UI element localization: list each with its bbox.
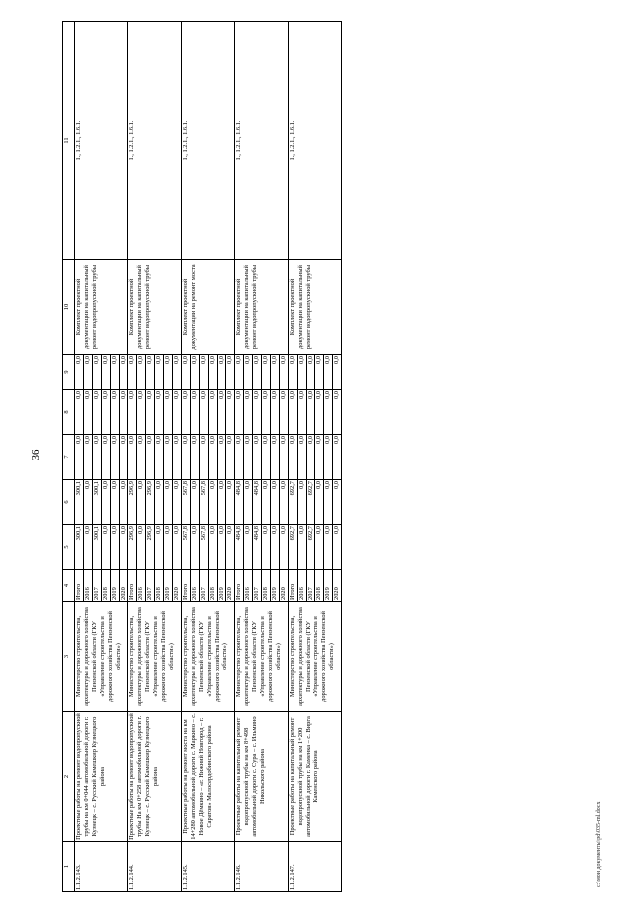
value-cell: 0,0 xyxy=(208,390,217,435)
value-cell: 0,0 xyxy=(297,355,306,390)
value-cell: 692,7 xyxy=(288,480,297,525)
value-cell: 0,0 xyxy=(75,435,84,480)
value-cell: 692,7 xyxy=(306,525,315,570)
value-cell: 0,0 xyxy=(279,390,288,435)
value-cell: 0,0 xyxy=(137,355,146,390)
col-header: 10 xyxy=(63,260,75,355)
value-cell: 0,0 xyxy=(119,525,128,570)
year-cell: 2018 xyxy=(315,570,324,602)
value-cell: 0,0 xyxy=(297,525,306,570)
value-cell: 0,0 xyxy=(110,435,119,480)
value-cell: 0,0 xyxy=(110,390,119,435)
value-cell: 0,0 xyxy=(324,480,333,525)
value-cell: 0,0 xyxy=(137,435,146,480)
year-cell: 2019 xyxy=(164,570,173,602)
value-cell: 0,0 xyxy=(110,480,119,525)
year-cell: 2017 xyxy=(146,570,155,602)
value-cell: 0,0 xyxy=(172,435,181,480)
year-cell: 2017 xyxy=(92,570,101,602)
col-header: 3 xyxy=(63,602,75,712)
value-cell: 0,0 xyxy=(208,435,217,480)
value-cell: 0,0 xyxy=(101,525,110,570)
col-header: 5 xyxy=(63,525,75,570)
value-cell: 300,1 xyxy=(92,480,101,525)
executor-cell: Министерство строительства, архитектуры и дорожного хозяйства Пензенской области (ГКУ «Управление строительства и дорожного хозяйства Пензенской области») xyxy=(128,602,181,712)
year-cell: 2016 xyxy=(297,570,306,602)
value-cell: 0,0 xyxy=(146,435,155,480)
year-cell: 2019 xyxy=(270,570,279,602)
value-cell: 0,0 xyxy=(262,390,271,435)
value-cell: 0,0 xyxy=(315,525,324,570)
value-cell: 0,0 xyxy=(128,355,137,390)
value-cell: 0,0 xyxy=(235,435,244,480)
year-cell: 2018 xyxy=(262,570,271,602)
value-cell: 0,0 xyxy=(83,390,92,435)
table-row xyxy=(128,22,137,892)
col-header: 6 xyxy=(63,480,75,525)
value-cell: 0,0 xyxy=(155,355,164,390)
value-cell: 0,0 xyxy=(279,480,288,525)
year-cell: 2018 xyxy=(208,570,217,602)
value-cell: 0,0 xyxy=(172,390,181,435)
value-cell: 0,0 xyxy=(306,435,315,480)
table-row xyxy=(288,22,297,892)
col-header: 11 xyxy=(63,22,75,260)
value-cell: 0,0 xyxy=(92,390,101,435)
year-cell: 2018 xyxy=(101,570,110,602)
value-cell: 0,0 xyxy=(324,390,333,435)
value-cell: 0,0 xyxy=(199,390,208,435)
value-cell: 0,0 xyxy=(172,355,181,390)
value-cell: 0,0 xyxy=(235,355,244,390)
value-cell: 0,0 xyxy=(119,435,128,480)
value-cell: 484,8 xyxy=(235,480,244,525)
value-cell: 0,0 xyxy=(226,480,235,525)
year-cell: 2016 xyxy=(244,570,253,602)
value-cell: 0,0 xyxy=(262,355,271,390)
value-cell: 0,0 xyxy=(217,355,226,390)
value-cell: 0,0 xyxy=(324,525,333,570)
value-cell: 0,0 xyxy=(244,355,253,390)
value-cell: 0,0 xyxy=(253,390,262,435)
value-cell: 0,0 xyxy=(217,435,226,480)
value-cell: 300,1 xyxy=(75,525,84,570)
value-cell: 0,0 xyxy=(244,435,253,480)
year-cell: Итого xyxy=(181,570,190,602)
indicator-ref-cell: 1., 1.2.1., 1.6.1. xyxy=(288,22,341,260)
value-cell: 0,0 xyxy=(297,480,306,525)
value-cell: 0,0 xyxy=(172,480,181,525)
value-cell: 0,0 xyxy=(92,435,101,480)
value-cell: 0,0 xyxy=(226,525,235,570)
activity-name-cell: Проектные работы на капитальный ремонт водопропускной трубы на км 1+200 автомобильной дороги г. Каменка – с. Вирга Каменского района xyxy=(288,712,341,842)
file-path-footer: c:\мои документы\pd\035-ml.docx xyxy=(596,801,602,887)
value-cell: 0,0 xyxy=(101,480,110,525)
row-number-cell: 1.1.2.143. xyxy=(75,842,128,892)
value-cell: 0,0 xyxy=(83,355,92,390)
col-header: 2 xyxy=(63,712,75,842)
value-cell: 0,0 xyxy=(244,390,253,435)
year-cell: Итого xyxy=(288,570,297,602)
value-cell: 0,0 xyxy=(155,525,164,570)
col-header: 7 xyxy=(63,435,75,480)
value-cell: 0,0 xyxy=(306,355,315,390)
value-cell: 0,0 xyxy=(315,480,324,525)
expected-result-cell: Комплект проектной документации на капитальный ремонт водопропускной трубы xyxy=(75,260,128,355)
value-cell: 0,0 xyxy=(181,390,190,435)
expected-result-cell: Комплект проектной документации на капитальный ремонт водопропускной трубы xyxy=(128,260,181,355)
value-cell: 296,9 xyxy=(128,480,137,525)
value-cell: 0,0 xyxy=(306,390,315,435)
value-cell: 0,0 xyxy=(137,390,146,435)
activity-name-cell: Проектные работы на капитальный ремонт водопропускной трубы на км 8+498 автомобильной дороги с. Сура – с. Ильмино Никольского района xyxy=(235,712,288,842)
value-cell: 0,0 xyxy=(333,355,342,390)
value-cell: 0,0 xyxy=(288,435,297,480)
value-cell: 0,0 xyxy=(128,390,137,435)
value-cell: 0,0 xyxy=(208,525,217,570)
value-cell: 0,0 xyxy=(262,525,271,570)
year-cell: 2019 xyxy=(110,570,119,602)
value-cell: 0,0 xyxy=(190,355,199,390)
value-cell: 0,0 xyxy=(235,390,244,435)
value-cell: 0,0 xyxy=(315,390,324,435)
executor-cell: Министерство строительства, архитектуры и дорожного хозяйства Пензенской области (ГКУ «Управление строительства и дорожного хозяйства Пензенской области») xyxy=(181,602,234,712)
year-cell: Итого xyxy=(235,570,244,602)
value-cell: 0,0 xyxy=(119,480,128,525)
value-cell: 0,0 xyxy=(181,355,190,390)
row-number-cell: 1.1.2.144. xyxy=(128,842,181,892)
value-cell: 0,0 xyxy=(164,525,173,570)
value-cell: 0,0 xyxy=(226,435,235,480)
value-cell: 0,0 xyxy=(217,525,226,570)
year-cell: 2016 xyxy=(190,570,199,602)
value-cell: 0,0 xyxy=(164,435,173,480)
value-cell: 0,0 xyxy=(279,435,288,480)
page-number: 36 xyxy=(30,449,42,461)
year-cell: 2016 xyxy=(83,570,92,602)
value-cell: 0,0 xyxy=(288,390,297,435)
value-cell: 0,0 xyxy=(101,390,110,435)
value-cell: 0,0 xyxy=(155,435,164,480)
value-cell: 484,8 xyxy=(253,525,262,570)
value-cell: 692,7 xyxy=(306,480,315,525)
value-cell: 0,0 xyxy=(137,480,146,525)
value-cell: 0,0 xyxy=(217,390,226,435)
col-header: 4 xyxy=(63,570,75,602)
activity-name-cell: Проектные работы на ремонт водопропускной трубы На км 0+258 автомобильной дороги г. Кузнецк – с. Русский Камешкир Кузнецкого района xyxy=(128,712,181,842)
value-cell: 0,0 xyxy=(190,435,199,480)
value-cell: 0,0 xyxy=(119,355,128,390)
value-cell: 296,9 xyxy=(128,525,137,570)
value-cell: 0,0 xyxy=(110,525,119,570)
value-cell: 0,0 xyxy=(324,355,333,390)
indicator-ref-cell: 1., 1.2.1., 1.6.1. xyxy=(235,22,288,260)
value-cell: 0,0 xyxy=(253,355,262,390)
year-cell: Итого xyxy=(128,570,137,602)
value-cell: 0,0 xyxy=(226,390,235,435)
col-header: 1 xyxy=(63,842,75,892)
year-cell: Итого xyxy=(75,570,84,602)
value-cell: 0,0 xyxy=(101,435,110,480)
value-cell: 0,0 xyxy=(297,435,306,480)
value-cell: 567,8 xyxy=(181,525,190,570)
value-cell: 0,0 xyxy=(75,390,84,435)
year-cell: 2020 xyxy=(279,570,288,602)
table-row xyxy=(75,22,84,892)
value-cell: 0,0 xyxy=(270,390,279,435)
value-cell: 484,8 xyxy=(235,525,244,570)
value-cell: 0,0 xyxy=(333,435,342,480)
value-cell: 0,0 xyxy=(270,480,279,525)
program-activities-table xyxy=(62,21,342,892)
value-cell: 0,0 xyxy=(101,355,110,390)
year-cell: 2020 xyxy=(172,570,181,602)
row-number-cell: 1.1.2.147. xyxy=(288,842,341,892)
value-cell: 0,0 xyxy=(164,480,173,525)
executor-cell: Министерство строительства, архитектуры и дорожного хозяйства Пензенской области (ГКУ «Управление строительства и дорожного хозяйства Пензенской области») xyxy=(288,602,341,712)
indicator-ref-cell: 1., 1.2.1., 1.6.1. xyxy=(75,22,128,260)
col-header: 8 xyxy=(63,390,75,435)
value-cell: 0,0 xyxy=(208,355,217,390)
value-cell: 0,0 xyxy=(324,435,333,480)
year-cell: 2018 xyxy=(155,570,164,602)
value-cell: 0,0 xyxy=(146,355,155,390)
value-cell: 0,0 xyxy=(199,435,208,480)
indicator-ref-cell: 1., 1.2.1., 1.6.1. xyxy=(181,22,234,260)
value-cell: 0,0 xyxy=(83,525,92,570)
year-cell: 2016 xyxy=(137,570,146,602)
executor-cell: Министерство строительства, архитектуры и дорожного хозяйства Пензенской области (ГКУ «Управление строительства и дорожного хозяйства Пензенской области») xyxy=(75,602,128,712)
table-body xyxy=(75,22,342,892)
value-cell: 0,0 xyxy=(279,525,288,570)
year-cell: 2020 xyxy=(119,570,128,602)
value-cell: 300,1 xyxy=(92,525,101,570)
value-cell: 0,0 xyxy=(217,480,226,525)
table-row xyxy=(235,22,244,892)
expected-result-cell: Комплект проектной документации на ремонт моста xyxy=(181,260,234,355)
year-cell: 2017 xyxy=(306,570,315,602)
value-cell: 0,0 xyxy=(270,435,279,480)
value-cell: 0,0 xyxy=(172,525,181,570)
value-cell: 0,0 xyxy=(190,525,199,570)
value-cell: 0,0 xyxy=(83,435,92,480)
value-cell: 0,0 xyxy=(315,435,324,480)
value-cell: 0,0 xyxy=(92,355,101,390)
year-cell: 2020 xyxy=(226,570,235,602)
table-row xyxy=(181,22,190,892)
year-cell: 2019 xyxy=(324,570,333,602)
year-cell: 2020 xyxy=(333,570,342,602)
value-cell: 0,0 xyxy=(110,355,119,390)
value-cell: 0,0 xyxy=(137,525,146,570)
value-cell: 567,8 xyxy=(199,525,208,570)
value-cell: 0,0 xyxy=(262,435,271,480)
header-row xyxy=(63,22,75,892)
value-cell: 0,0 xyxy=(146,390,155,435)
value-cell: 0,0 xyxy=(226,355,235,390)
year-cell: 2019 xyxy=(217,570,226,602)
value-cell: 0,0 xyxy=(164,355,173,390)
activity-name-cell: Проектные работы на ремонт водопропускной трубы на км 0+044 автомобильной дороги г. Кузнецк – с. Русский Камешкир Кузнецкого района xyxy=(75,712,128,842)
col-header: 9 xyxy=(63,355,75,390)
value-cell: 0,0 xyxy=(208,480,217,525)
value-cell: 0,0 xyxy=(181,435,190,480)
expected-result-cell: Комплект проектной документации на капитальный ремонт водопропускной трубы xyxy=(235,260,288,355)
value-cell: 0,0 xyxy=(119,390,128,435)
value-cell: 0,0 xyxy=(270,525,279,570)
value-cell: 0,0 xyxy=(190,390,199,435)
value-cell: 0,0 xyxy=(155,480,164,525)
value-cell: 0,0 xyxy=(128,435,137,480)
value-cell: 300,1 xyxy=(75,480,84,525)
indicator-ref-cell: 1., 1.2.1., 1.6.1. xyxy=(128,22,181,260)
value-cell: 484,8 xyxy=(253,480,262,525)
expected-result-cell: Комплект проектной документации на капитальный ремонт водопропускной трубы xyxy=(288,260,341,355)
value-cell: 0,0 xyxy=(244,480,253,525)
executor-cell: Министерство строительства, архитектуры и дорожного хозяйства Пензенской области (ГКУ «Управление строительства и дорожного хозяйства Пензенской области») xyxy=(235,602,288,712)
value-cell: 0,0 xyxy=(297,390,306,435)
value-cell: 0,0 xyxy=(333,390,342,435)
value-cell: 0,0 xyxy=(190,480,199,525)
activity-name-cell: Проектные работы на ремонт моста на км 14+280 автомобильной дороги с. Маркино – с. Новое Дёмкино – «г. Нижний Новгород – г. Саратов» Малосердобинского района xyxy=(181,712,234,842)
value-cell: 0,0 xyxy=(75,355,84,390)
year-cell: 2017 xyxy=(253,570,262,602)
row-number-cell: 1.1.2.145. xyxy=(181,842,234,892)
value-cell: 0,0 xyxy=(155,390,164,435)
value-cell: 0,0 xyxy=(244,525,253,570)
value-cell: 0,0 xyxy=(315,355,324,390)
value-cell: 0,0 xyxy=(333,480,342,525)
value-cell: 0,0 xyxy=(279,355,288,390)
value-cell: 0,0 xyxy=(253,435,262,480)
year-cell: 2017 xyxy=(199,570,208,602)
value-cell: 0,0 xyxy=(333,525,342,570)
value-cell: 0,0 xyxy=(83,480,92,525)
value-cell: 0,0 xyxy=(199,355,208,390)
value-cell: 0,0 xyxy=(262,480,271,525)
value-cell: 0,0 xyxy=(270,355,279,390)
value-cell: 567,8 xyxy=(181,480,190,525)
value-cell: 0,0 xyxy=(164,390,173,435)
value-cell: 692,7 xyxy=(288,525,297,570)
value-cell: 0,0 xyxy=(288,355,297,390)
row-number-cell: 1.1.2.146. xyxy=(235,842,288,892)
value-cell: 296,9 xyxy=(146,525,155,570)
value-cell: 567,8 xyxy=(199,480,208,525)
value-cell: 296,9 xyxy=(146,480,155,525)
